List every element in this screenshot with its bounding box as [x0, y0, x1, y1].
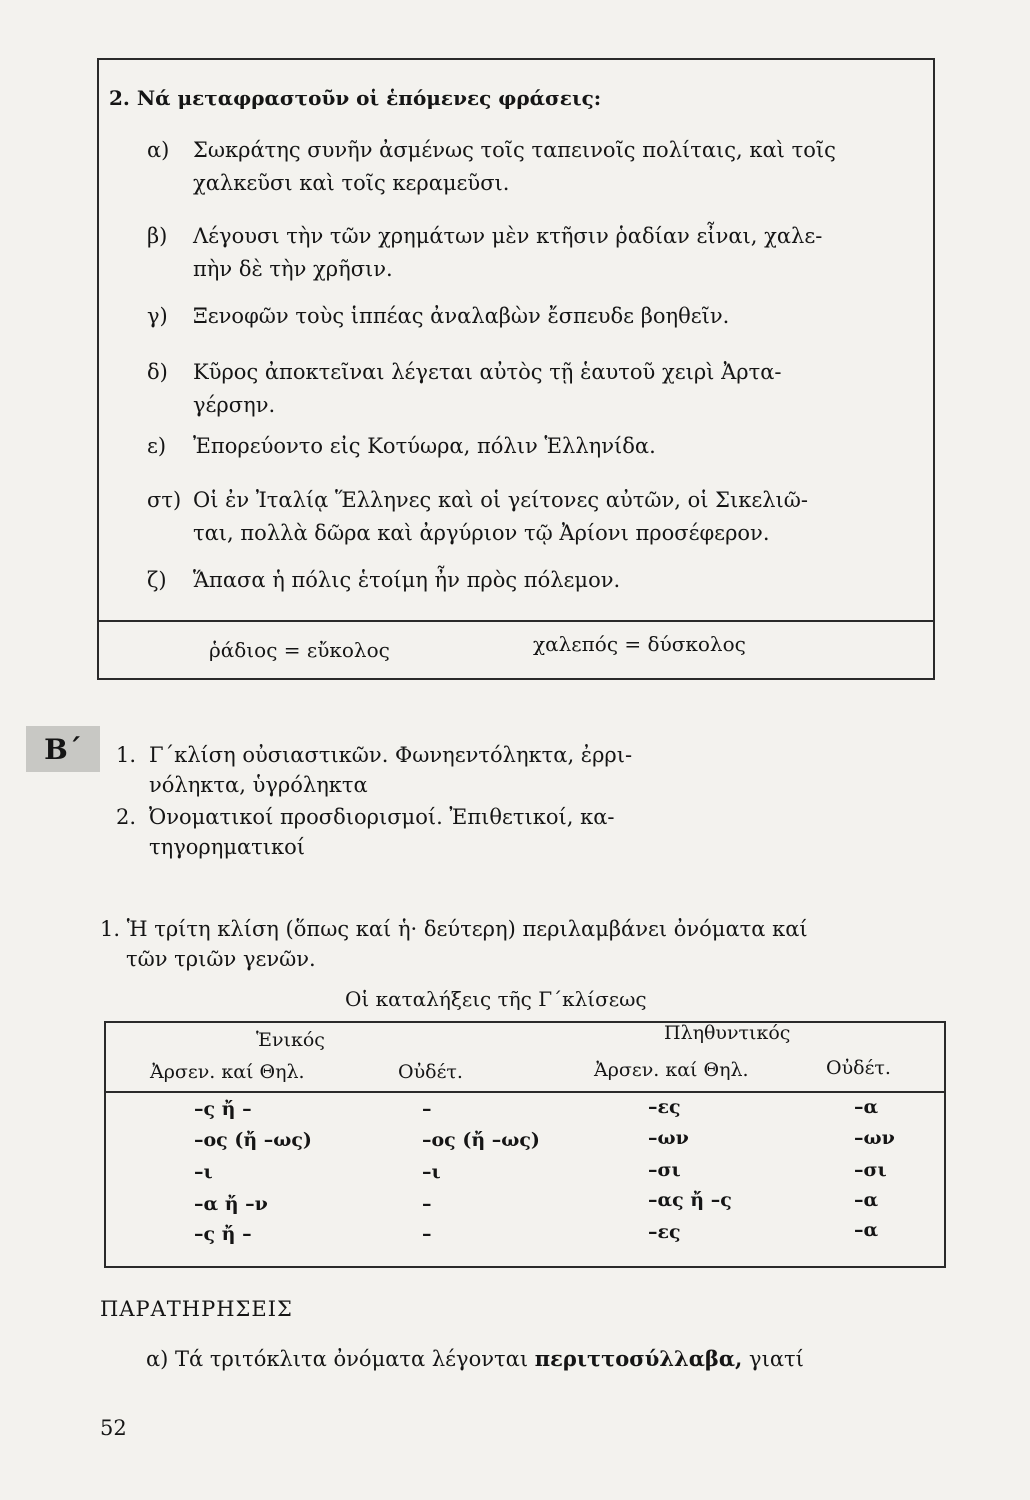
table-caption: Οἱ καταλήξεις τῆς Γ΄κλίσεως [345, 987, 647, 1011]
column-header: Ἀρσεν. καί Θηλ. [594, 1059, 749, 1081]
paragraph-line: 1. Ἡ τρίτη κλίση (ὅπως καί ἡ· δεύτερη) περιλαμβάνει ὀνόματα καί [100, 917, 808, 941]
table-cell: – [422, 1193, 432, 1215]
column-header: Οὐδέτ. [398, 1061, 463, 1083]
table-cell: –ι [194, 1161, 213, 1183]
table-divider [106, 1091, 944, 1093]
table-cell: – [422, 1098, 432, 1120]
section-item-line: τηγορηματικοί [149, 835, 306, 859]
table-cell: –ες [648, 1096, 681, 1118]
table-cell: –ας ἤ –ς [648, 1189, 732, 1211]
section-item-number: 1. [116, 743, 137, 767]
vocab-entry: χαλεπός = δύσκολος [533, 632, 746, 656]
item-line: γέρσην. [193, 393, 276, 417]
section-item-1 [116, 740, 756, 800]
exercise-box [97, 58, 935, 680]
section-item-number: 2. [116, 805, 137, 829]
item-line: χαλκεῦσι καὶ τοῖς κεραμεῦσι. [193, 171, 510, 195]
table-cell: –ς ἤ – [194, 1223, 252, 1245]
section-item-line: νόληκτα, ὑγρόληκτα [149, 773, 368, 797]
observation-text: γιατί [742, 1347, 804, 1371]
vocab-divider [99, 620, 933, 622]
column-header: Οὐδέτ. [826, 1057, 891, 1079]
table-cell: –σι [648, 1159, 681, 1181]
exercise-item-d [147, 356, 917, 422]
observation-term: περιττοσύλλαβα, [534, 1346, 743, 1371]
item-line: Ἅπασα ἡ πόλις ἑτοίμη ἦν πρὸς πόλεμον. [193, 568, 621, 592]
table-cell: –α [854, 1189, 879, 1211]
item-line: Λέγουσι τὴν τῶν χρημάτων μὲν κτῆσιν ῥαδίαν εἶναι, χαλε- [193, 224, 823, 248]
observations-title: ΠΑΡΑΤΗΡΗΣΕΙΣ [100, 1297, 293, 1321]
paragraph-line: τῶν τριῶν γενῶν. [126, 947, 316, 971]
table-cell: –ς ἤ – [194, 1098, 252, 1120]
table-cell: –σι [854, 1159, 887, 1181]
singular-header: Ἑνικός [256, 1029, 325, 1051]
item-label: δ) [147, 360, 168, 384]
page-number: 52 [100, 1416, 127, 1440]
section-item-line: Ὀνοματικοί προσδιορισμοί. Ἐπιθετικοί, κα- [149, 805, 615, 829]
table-cell: –α [854, 1096, 879, 1118]
item-label: α) [147, 138, 170, 162]
endings-table [104, 1021, 946, 1268]
table-cell: – [422, 1223, 432, 1245]
exercise-item-a [147, 134, 917, 200]
item-line: Ἐπορεύοντο εἰς Κοτύωρα, πόλιν Ἑλληνίδα. [193, 434, 656, 458]
exercise-item-st [147, 484, 917, 550]
item-label: ε) [147, 434, 167, 458]
item-line: ται, πολλὰ δῶρα καὶ ἀργύριον τῷ Ἀρίονι προσέφερον. [193, 521, 770, 545]
table-cell: –ος (ἤ –ως) [422, 1129, 540, 1151]
exercise-title: 2. Νά μεταφραστοῦν οἱ ἑπόμενες φράσεις: [109, 86, 602, 110]
section-badge: Β΄ [26, 726, 100, 772]
table-cell: –ων [854, 1127, 895, 1149]
item-line: Ξενοφῶν τοὺς ἱππέας ἀναλαβὼν ἔσπευδε βοηθεῖν. [193, 304, 730, 328]
section-item-line: Γ΄κλίση οὐσιαστικῶν. Φωνηεντόληκτα, ἐρρι- [149, 743, 633, 767]
exercise-item-b [147, 220, 917, 286]
column-header: Ἀρσεν. καί Θηλ. [150, 1061, 305, 1083]
plural-header: Πληθυντικός [664, 1022, 791, 1044]
item-label: στ) [147, 488, 182, 512]
table-cell: –ος (ἤ –ως) [194, 1129, 312, 1151]
observation-text: α) Τά τριτόκλιτα ὀνόματα λέγονται [146, 1347, 535, 1371]
exercise-item-c [147, 300, 917, 333]
paragraph-third-declension [100, 914, 960, 974]
exercise-item-z [147, 564, 917, 597]
section-item-2 [116, 802, 756, 862]
table-cell: –α [854, 1219, 879, 1241]
item-label: β) [147, 224, 168, 248]
vocab-entry: ῥάδιος = εὔκολος [209, 638, 390, 662]
item-line: Σωκράτης συνῆν ἀσμένως τοῖς ταπεινοῖς πολίταις, καὶ τοῖς [193, 138, 836, 162]
item-line: Οἱ ἐν Ἰταλίᾳ Ἕλληνες καὶ οἱ γείτονες αὐτῶν, οἱ Σικελιῶ- [193, 488, 808, 512]
observation-a [146, 1346, 966, 1371]
table-cell: –α ἤ –ν [194, 1193, 268, 1215]
item-label: ζ) [147, 568, 167, 592]
table-cell: –ες [648, 1221, 681, 1243]
item-line: πὴν δὲ τὴν χρῆσιν. [193, 257, 393, 281]
table-cell: –ων [648, 1127, 689, 1149]
item-line: Κῦρος ἀποκτεῖναι λέγεται αὐτὸς τῇ ἑαυτοῦ χειρὶ Ἀρτα- [193, 360, 782, 384]
exercise-item-e [147, 430, 917, 463]
item-label: γ) [147, 304, 168, 328]
table-cell: –ι [422, 1161, 441, 1183]
